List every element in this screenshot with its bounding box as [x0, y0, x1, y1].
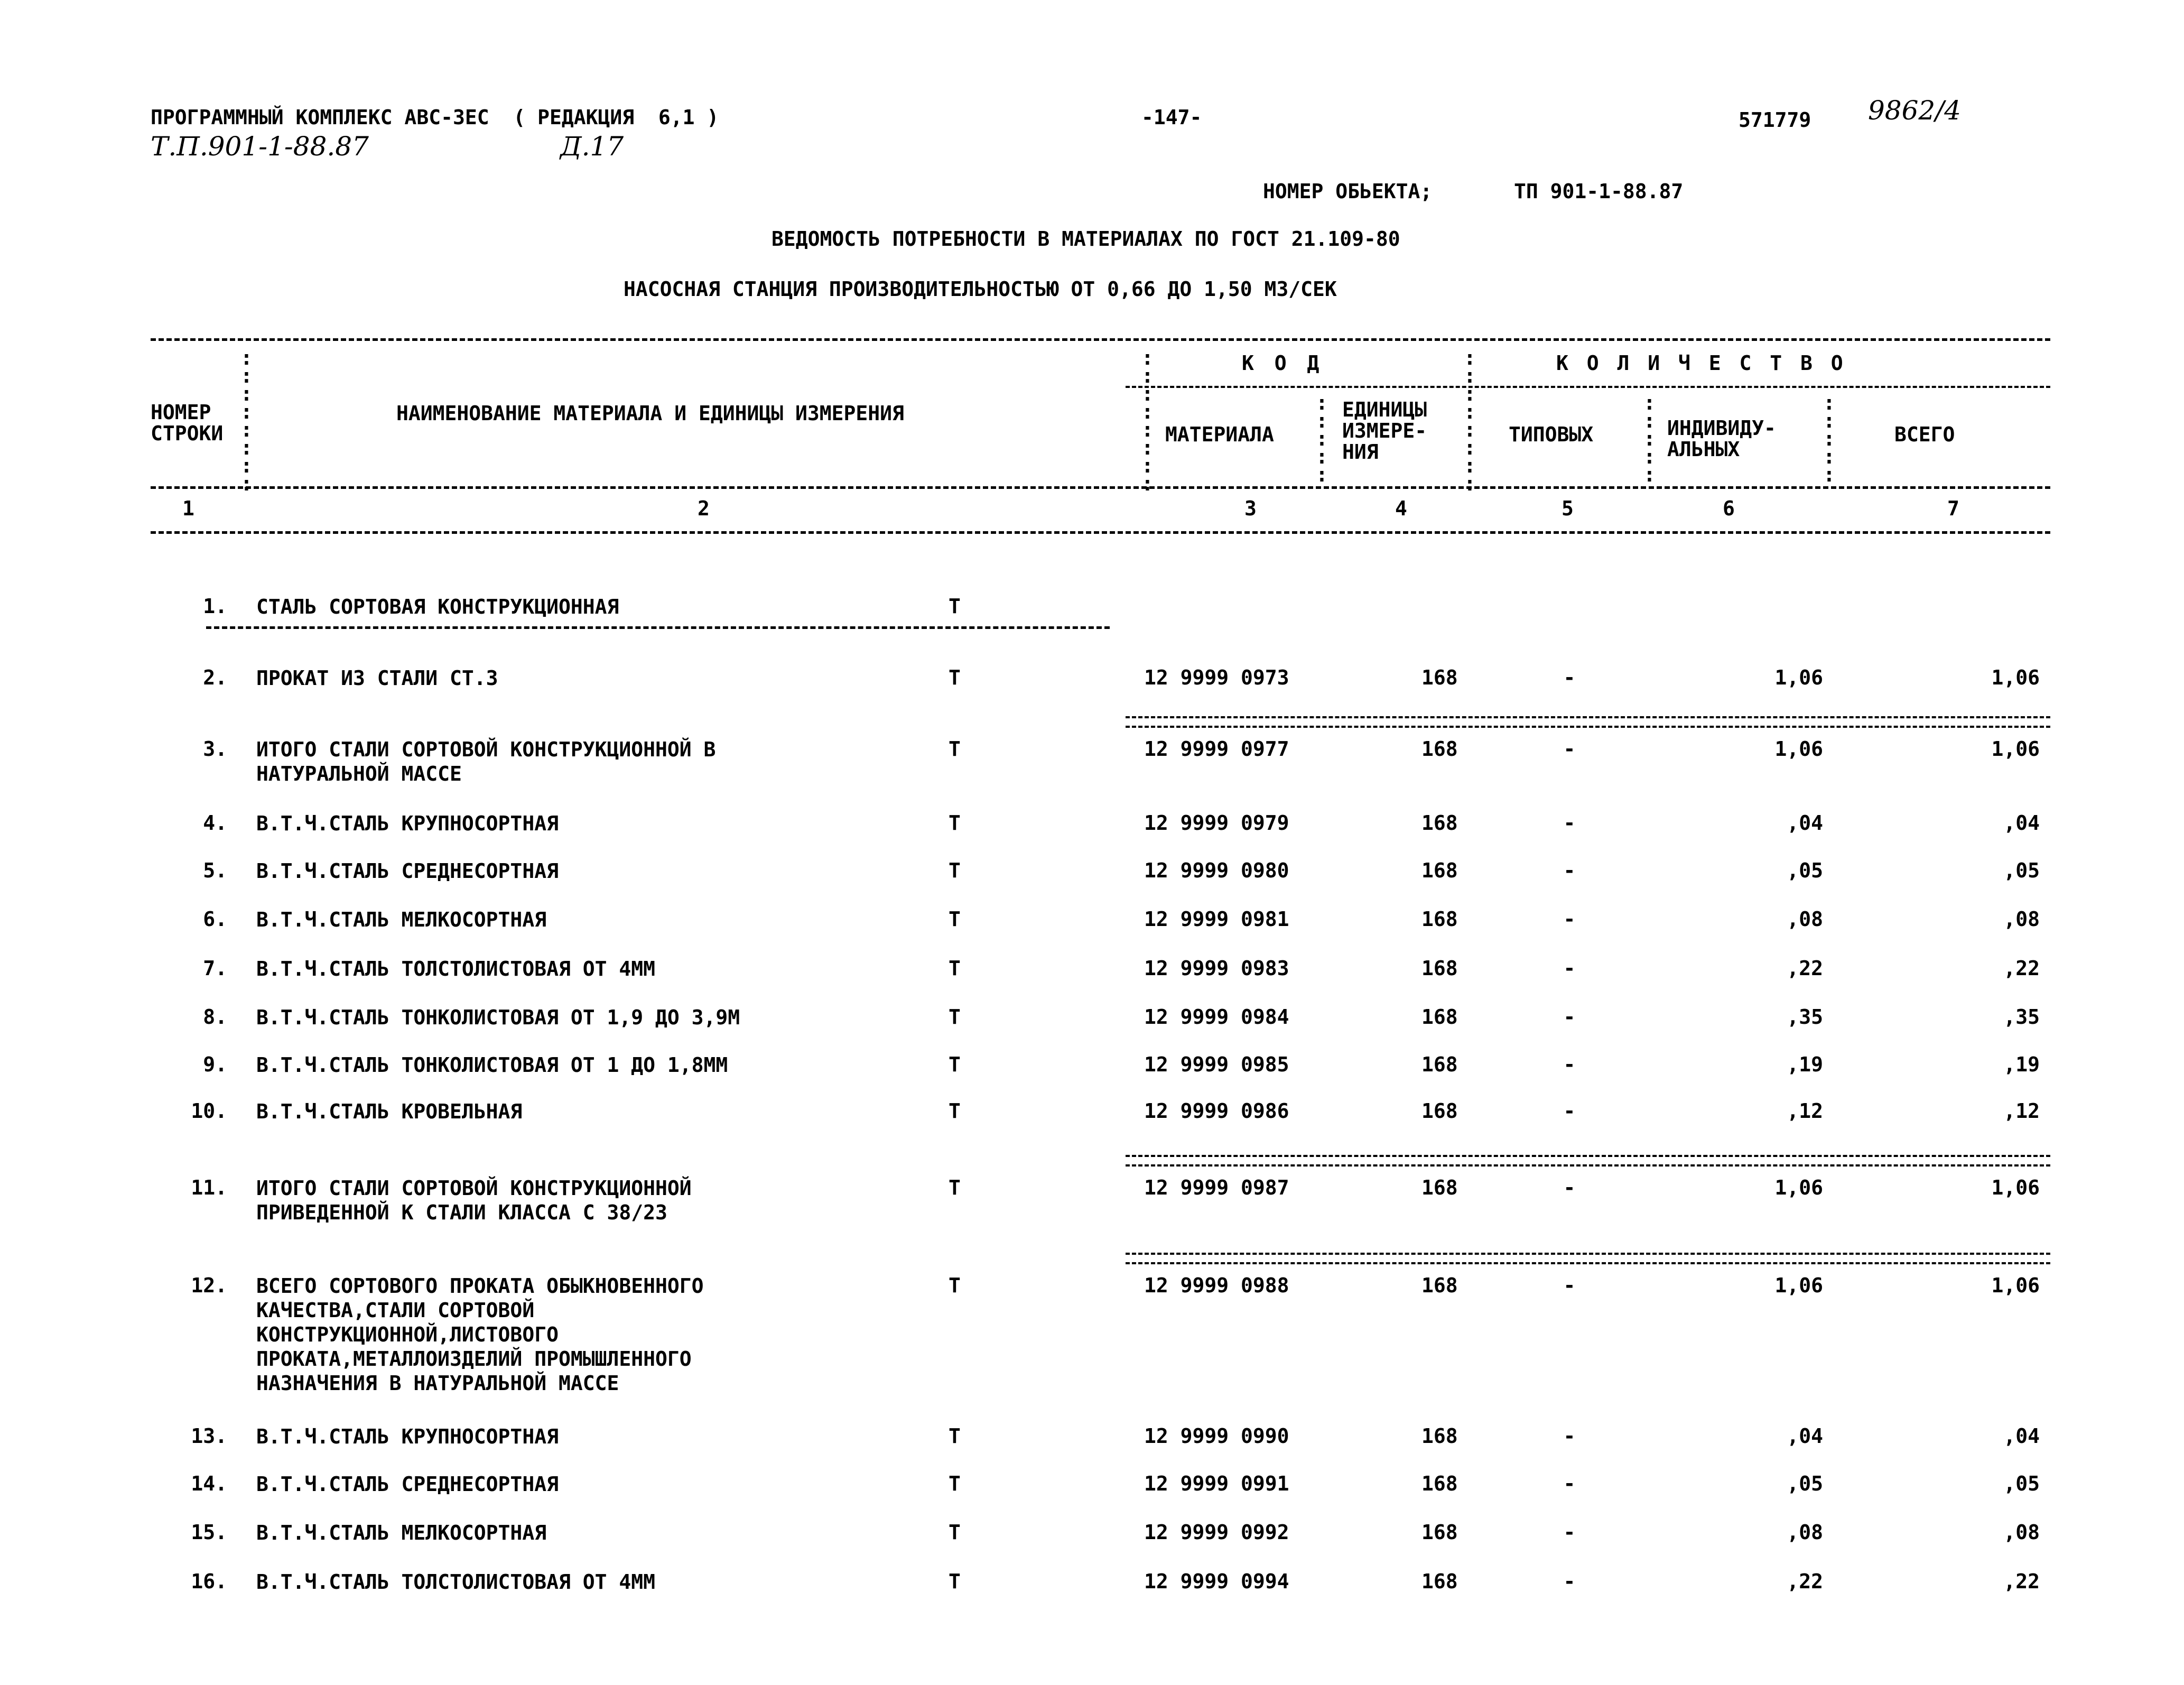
- material-name: ПРОКАТ ИЗ СТАЛИ СТ.3: [256, 666, 498, 690]
- col-separator: : : : : :: [1316, 391, 1328, 486]
- typical-qty: -: [1563, 666, 1576, 689]
- unit-symbol: Т: [949, 1176, 961, 1199]
- total-qty: ,35: [2003, 1005, 2040, 1029]
- document-code: 571779: [1739, 108, 1811, 132]
- individual-qty: ,08: [1787, 1521, 1823, 1544]
- unit-symbol: Т: [949, 666, 961, 689]
- typical-qty: -: [1563, 1176, 1576, 1199]
- material-name: СТАЛЬ СОРТОВАЯ КОНСТРУКЦИОННАЯ: [256, 595, 619, 618]
- unit-code: 168: [1421, 1521, 1458, 1544]
- material-name: ИТОГО СТАЛИ СОРТОВОЙ КОНСТРУКЦИОННОЙ ПРИВЕДЕННОЙ К СТАЛИ КЛАССА С 38/23: [256, 1177, 692, 1224]
- row-number: 1.: [203, 595, 227, 618]
- total-qty: 1,06: [1991, 1274, 2040, 1297]
- col-header-row-number: НОМЕР СТРОКИ: [151, 401, 224, 445]
- table-top-rule: [151, 338, 2050, 341]
- col-separator: : : : : :: [1643, 391, 1656, 486]
- typical-qty: -: [1563, 1274, 1576, 1297]
- material-name: В.Т.Ч.СТАЛЬ ТОНКОЛИСТОВАЯ ОТ 1,9 ДО 3,9М: [256, 1006, 740, 1029]
- col-separator: : : : : : : : :: [1141, 346, 1154, 495]
- col-number-2: 2: [698, 497, 710, 520]
- row-number: 8.: [203, 1005, 227, 1029]
- unit-code: 168: [1421, 1099, 1458, 1123]
- total-qty: 1,06: [1991, 1176, 2040, 1199]
- material-name: В.Т.Ч.СТАЛЬ СРЕДНЕСОРТНАЯ: [256, 1473, 559, 1496]
- individual-qty: ,19: [1787, 1053, 1823, 1076]
- total-qty: ,08: [2003, 908, 2040, 931]
- individual-qty: ,04: [1787, 1424, 1823, 1448]
- col-separator: : : : : : : : :: [1464, 346, 1476, 495]
- object-value: ТП 901-1-88.87: [1514, 180, 1684, 203]
- typical-qty: -: [1563, 1570, 1576, 1593]
- row-number: 7.: [203, 957, 227, 980]
- material-code: 12 9999 0979: [1144, 811, 1289, 835]
- col-number-1: 1: [182, 497, 194, 520]
- unit-symbol: Т: [949, 859, 961, 882]
- unit-code: 168: [1421, 1005, 1458, 1029]
- row-number: 10.: [191, 1099, 227, 1123]
- unit-code: 168: [1421, 1274, 1458, 1297]
- unit-symbol: Т: [949, 1274, 961, 1297]
- material-code: 12 9999 0994: [1144, 1570, 1289, 1593]
- unit-symbol: Т: [949, 1099, 961, 1123]
- total-qty: ,05: [2003, 859, 2040, 882]
- total-qty: ,19: [2003, 1053, 2040, 1076]
- handwritten-tp: Т.П.901-1-88.87: [151, 131, 369, 162]
- unit-symbol: Т: [949, 1521, 961, 1544]
- material-name: В.Т.Ч.СТАЛЬ СРЕДНЕСОРТНАЯ: [256, 859, 559, 883]
- individual-qty: ,35: [1787, 1005, 1823, 1029]
- typical-qty: -: [1563, 1472, 1576, 1495]
- unit-code: 168: [1421, 1424, 1458, 1448]
- material-code: 12 9999 0985: [1144, 1053, 1289, 1076]
- col-number-6: 6: [1723, 497, 1735, 520]
- material-code: 12 9999 0986: [1144, 1099, 1289, 1123]
- material-name: В.Т.Ч.СТАЛЬ МЕЛКОСОРТНАЯ: [256, 1521, 547, 1544]
- row-number: 11.: [191, 1176, 227, 1199]
- material-code: 12 9999 0987: [1144, 1176, 1289, 1199]
- material-name: ИТОГО СТАЛИ СОРТОВОЙ КОНСТРУКЦИОННОЙ В НАТУРАЛЬНОЙ МАССЕ: [256, 738, 716, 785]
- material-name: В.Т.Ч.СТАЛЬ МЕЛКОСОРТНАЯ: [256, 908, 547, 931]
- material-code: 12 9999 0984: [1144, 1005, 1289, 1029]
- unit-symbol: Т: [949, 1424, 961, 1448]
- individual-qty: ,08: [1787, 908, 1823, 931]
- typical-qty: -: [1563, 1521, 1576, 1544]
- col-header-typical: ТИПОВЫХ: [1509, 423, 1594, 446]
- row-number: 13.: [191, 1424, 227, 1448]
- individual-qty: ,05: [1787, 859, 1823, 882]
- typical-qty: -: [1563, 1005, 1576, 1029]
- col-header-name: НАИМЕНОВАНИЕ МАТЕРИАЛА И ЕДИНИЦЫ ИЗМЕРЕНИЯ: [396, 402, 904, 425]
- unit-symbol: Т: [949, 811, 961, 835]
- typical-qty: -: [1563, 957, 1576, 980]
- material-name: В.Т.Ч.СТАЛЬ ТОЛСТОЛИСТОВАЯ ОТ 4ММ: [256, 1570, 655, 1594]
- row-number: 9.: [203, 1053, 227, 1076]
- unit-code: 168: [1421, 859, 1458, 882]
- unit-symbol: Т: [949, 1472, 961, 1495]
- material-code: 12 9999 0980: [1144, 859, 1289, 882]
- unit-symbol: Т: [949, 1053, 961, 1076]
- unit-symbol: Т: [949, 1005, 961, 1029]
- typical-qty: -: [1563, 1099, 1576, 1123]
- individual-qty: ,12: [1787, 1099, 1823, 1123]
- unit-symbol: Т: [949, 737, 961, 761]
- typical-qty: -: [1563, 737, 1576, 761]
- unit-code: 168: [1421, 908, 1458, 931]
- typical-qty: -: [1563, 908, 1576, 931]
- total-qty: ,04: [2003, 1424, 2040, 1448]
- total-separator: [1126, 1253, 2050, 1264]
- unit-symbol: Т: [949, 957, 961, 980]
- total-separator: [1126, 1155, 2050, 1166]
- material-code: 12 9999 0977: [1144, 737, 1289, 761]
- material-code: 12 9999 0973: [1144, 666, 1289, 689]
- individual-qty: ,22: [1787, 1570, 1823, 1593]
- col-header-total: ВСЕГО: [1894, 423, 1955, 446]
- unit-code: 168: [1421, 737, 1458, 761]
- material-name: ВСЕГО СОРТОВОГО ПРОКАТА ОБЫКНОВЕННОГО КАЧЕСТВА,СТАЛИ СОРТОВОЙ КОНСТРУКЦИОННОЙ,ЛИСТОВОГО ПРОКАТА,МЕТАЛЛОИЗДЕЛИЙ ПРОМЫШЛЕННОГО НАЗНАЧЕНИЯ В НАТУРАЛЬНОЙ МАССЕ: [256, 1274, 704, 1395]
- unit-code: 168: [1421, 1570, 1458, 1593]
- row-number: 2.: [203, 666, 227, 689]
- row-number: 5.: [203, 859, 227, 882]
- material-name: В.Т.Ч.СТАЛЬ ТОНКОЛИСТОВАЯ ОТ 1 ДО 1,8ММ: [256, 1053, 728, 1077]
- header-bottom-rule: [151, 486, 2050, 489]
- material-code: 12 9999 0983: [1144, 957, 1289, 980]
- col-header-quantity-group: К О Л И Ч Е С Т В О: [1556, 351, 1846, 375]
- col-header-unit: ЕДИНИЦЫ ИЗМЕРЕ- НИЯ: [1342, 398, 1427, 464]
- material-code: 12 9999 0992: [1144, 1521, 1289, 1544]
- individual-qty: ,05: [1787, 1472, 1823, 1495]
- unit-symbol: Т: [949, 595, 961, 618]
- total-qty: ,05: [2003, 1472, 2040, 1495]
- unit-symbol: Т: [949, 1570, 961, 1593]
- unit-code: 168: [1421, 1176, 1458, 1199]
- material-name: В.Т.Ч.СТАЛЬ КРУПНОСОРТНАЯ: [256, 812, 559, 835]
- col-number-4: 4: [1395, 497, 1407, 520]
- row-number: 4.: [203, 811, 227, 835]
- numbers-bottom-rule: [151, 531, 2050, 534]
- total-separator: [1126, 716, 2050, 728]
- col-header-material: МАТЕРИАЛА: [1165, 423, 1274, 446]
- unit-code: 168: [1421, 1053, 1458, 1076]
- typical-qty: -: [1563, 1424, 1576, 1448]
- total-qty: ,08: [2003, 1521, 2040, 1544]
- material-name: В.Т.Ч.СТАЛЬ КРУПНОСОРТНАЯ: [256, 1425, 559, 1448]
- unit-code: 168: [1421, 811, 1458, 835]
- total-qty: 1,06: [1991, 737, 2040, 761]
- col-header-code-group: К О Д: [1242, 351, 1324, 375]
- material-code: 12 9999 0981: [1144, 908, 1289, 931]
- individual-qty: 1,06: [1774, 737, 1823, 761]
- col-number-3: 3: [1244, 497, 1257, 520]
- row-number: 12.: [191, 1274, 227, 1297]
- col-number-7: 7: [1947, 497, 1959, 520]
- document-title: ВЕДОМОСТЬ ПОТРЕБНОСТИ В МАТЕРИАЛАХ ПО ГОСТ 21.109-80: [772, 227, 1400, 251]
- unit-symbol: Т: [949, 908, 961, 931]
- individual-qty: ,22: [1787, 957, 1823, 980]
- unit-code: 168: [1421, 1472, 1458, 1495]
- total-qty: ,12: [2003, 1099, 2040, 1123]
- typical-qty: -: [1563, 859, 1576, 882]
- page-number: -147-: [1141, 106, 1202, 129]
- material-code: 12 9999 0991: [1144, 1472, 1289, 1495]
- col-header-individual: ИНДИВИДУ- АЛЬНЫХ: [1667, 416, 1776, 461]
- document-subtitle: НАСОСНАЯ СТАНЦИЯ ПРОИЗВОДИТЕЛЬНОСТЬЮ ОТ 0,66 ДО 1,50 М3/СЕК: [624, 277, 1337, 301]
- handwritten-number: 9862/4: [1868, 95, 1961, 126]
- section-underline: [206, 626, 1110, 629]
- program-title: ПРОГРАММНЫЙ КОМПЛЕКС АВС-3ЕС ( РЕДАКЦИЯ 6,1 ): [151, 106, 719, 129]
- col-separator: : : : : : : : :: [240, 346, 253, 495]
- row-number: 14.: [191, 1472, 227, 1495]
- total-qty: ,04: [2003, 811, 2040, 835]
- individual-qty: 1,06: [1774, 1274, 1823, 1297]
- row-number: 3.: [203, 737, 227, 761]
- typical-qty: -: [1563, 811, 1576, 835]
- unit-code: 168: [1421, 957, 1458, 980]
- individual-qty: ,04: [1787, 811, 1823, 835]
- material-name: В.Т.Ч.СТАЛЬ КРОВЕЛЬНАЯ: [256, 1100, 523, 1123]
- individual-qty: 1,06: [1774, 1176, 1823, 1199]
- header-group-rule: [1126, 386, 2050, 388]
- unit-code: 168: [1421, 666, 1458, 689]
- material-code: 12 9999 0990: [1144, 1424, 1289, 1448]
- row-number: 16.: [191, 1570, 227, 1593]
- total-qty: ,22: [2003, 1570, 2040, 1593]
- typical-qty: -: [1563, 1053, 1576, 1076]
- individual-qty: 1,06: [1774, 666, 1823, 689]
- col-separator: : : : : :: [1823, 391, 1835, 486]
- handwritten-mark: Д.17: [560, 131, 624, 162]
- object-label: НОМЕР ОБЬЕКТА;: [1263, 180, 1433, 203]
- total-qty: 1,06: [1991, 666, 2040, 689]
- row-number: 6.: [203, 908, 227, 931]
- col-number-5: 5: [1562, 497, 1574, 520]
- row-number: 15.: [191, 1521, 227, 1544]
- material-code: 12 9999 0988: [1144, 1274, 1289, 1297]
- total-qty: ,22: [2003, 957, 2040, 980]
- material-name: В.Т.Ч.СТАЛЬ ТОЛСТОЛИСТОВАЯ ОТ 4ММ: [256, 957, 655, 980]
